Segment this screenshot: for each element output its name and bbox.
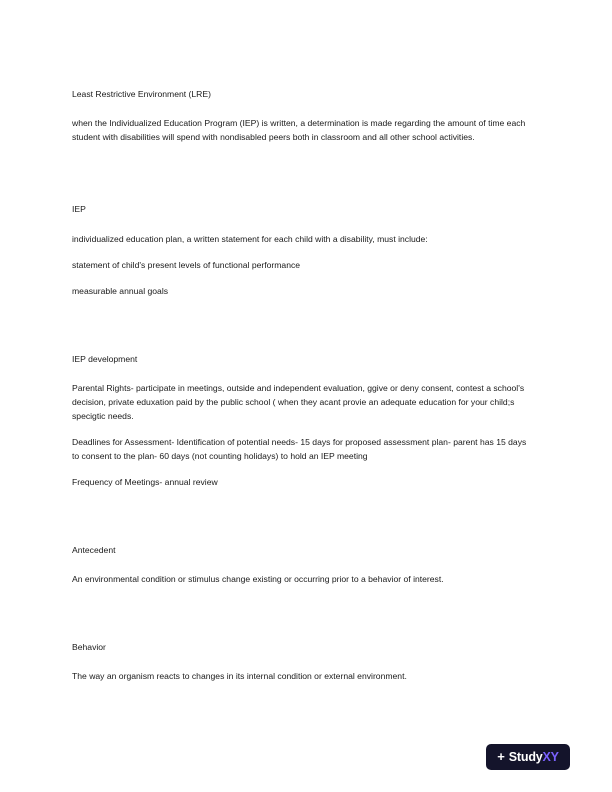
term-title: Antecedent [72, 544, 116, 555]
term-title: IEP [72, 204, 86, 215]
term-title: Least Restrictive Environment (LRE) [72, 89, 211, 99]
term-section-iep [72, 203, 540, 298]
term-definition: An environmental condition or stimulus change existing or occurring prior to a behavior of interest. [72, 573, 444, 584]
term-title: Behavior [72, 641, 106, 652]
term-definition-line: statement of child's present levels of functional performance [72, 259, 301, 270]
plus-icon: + [497, 748, 505, 764]
term-definition: The way an organism reacts to changes in its internal condition or external environment. [72, 671, 407, 682]
term-section-iep-development [72, 353, 540, 490]
term-definition: when the Individualized Education Program (IEP) is written, a determination is made regarding the amount of time each student with disabilities will spend with nondisabled peers both in classroom and all other school activities. [72, 118, 526, 143]
brand-name-first: Study [508, 749, 543, 764]
studyxy-watermark[interactable] [486, 744, 570, 770]
brand-name-second: XY [542, 749, 559, 764]
term-section-lre [72, 88, 540, 145]
term-definition-line: individualized education plan, a written statement for each child with a disability, must include: [72, 233, 428, 244]
term-definition-line: Parental Rights- participate in meetings, outside and independent evaluation, ggive or deny consent, contest a school's decision, private eduxation paid by the public school ( when they acant provie an adequate education for your child;s specigtic needs. [72, 382, 525, 421]
term-definition-line: Deadlines for Assessment- Identification of potential needs- 15 days for proposed assessment plan- parent has 15 days to consent to the plan- 60 days (not counting holidays) to hold an IEP meeting [72, 436, 527, 461]
term-section-behavior [72, 641, 540, 684]
term-title: IEP development [72, 353, 138, 364]
term-section-antecedent [72, 544, 540, 587]
term-definition-line: measurable annual goals [72, 285, 169, 296]
term-definition-line: Frequency of Meetings- annual review [72, 476, 218, 487]
